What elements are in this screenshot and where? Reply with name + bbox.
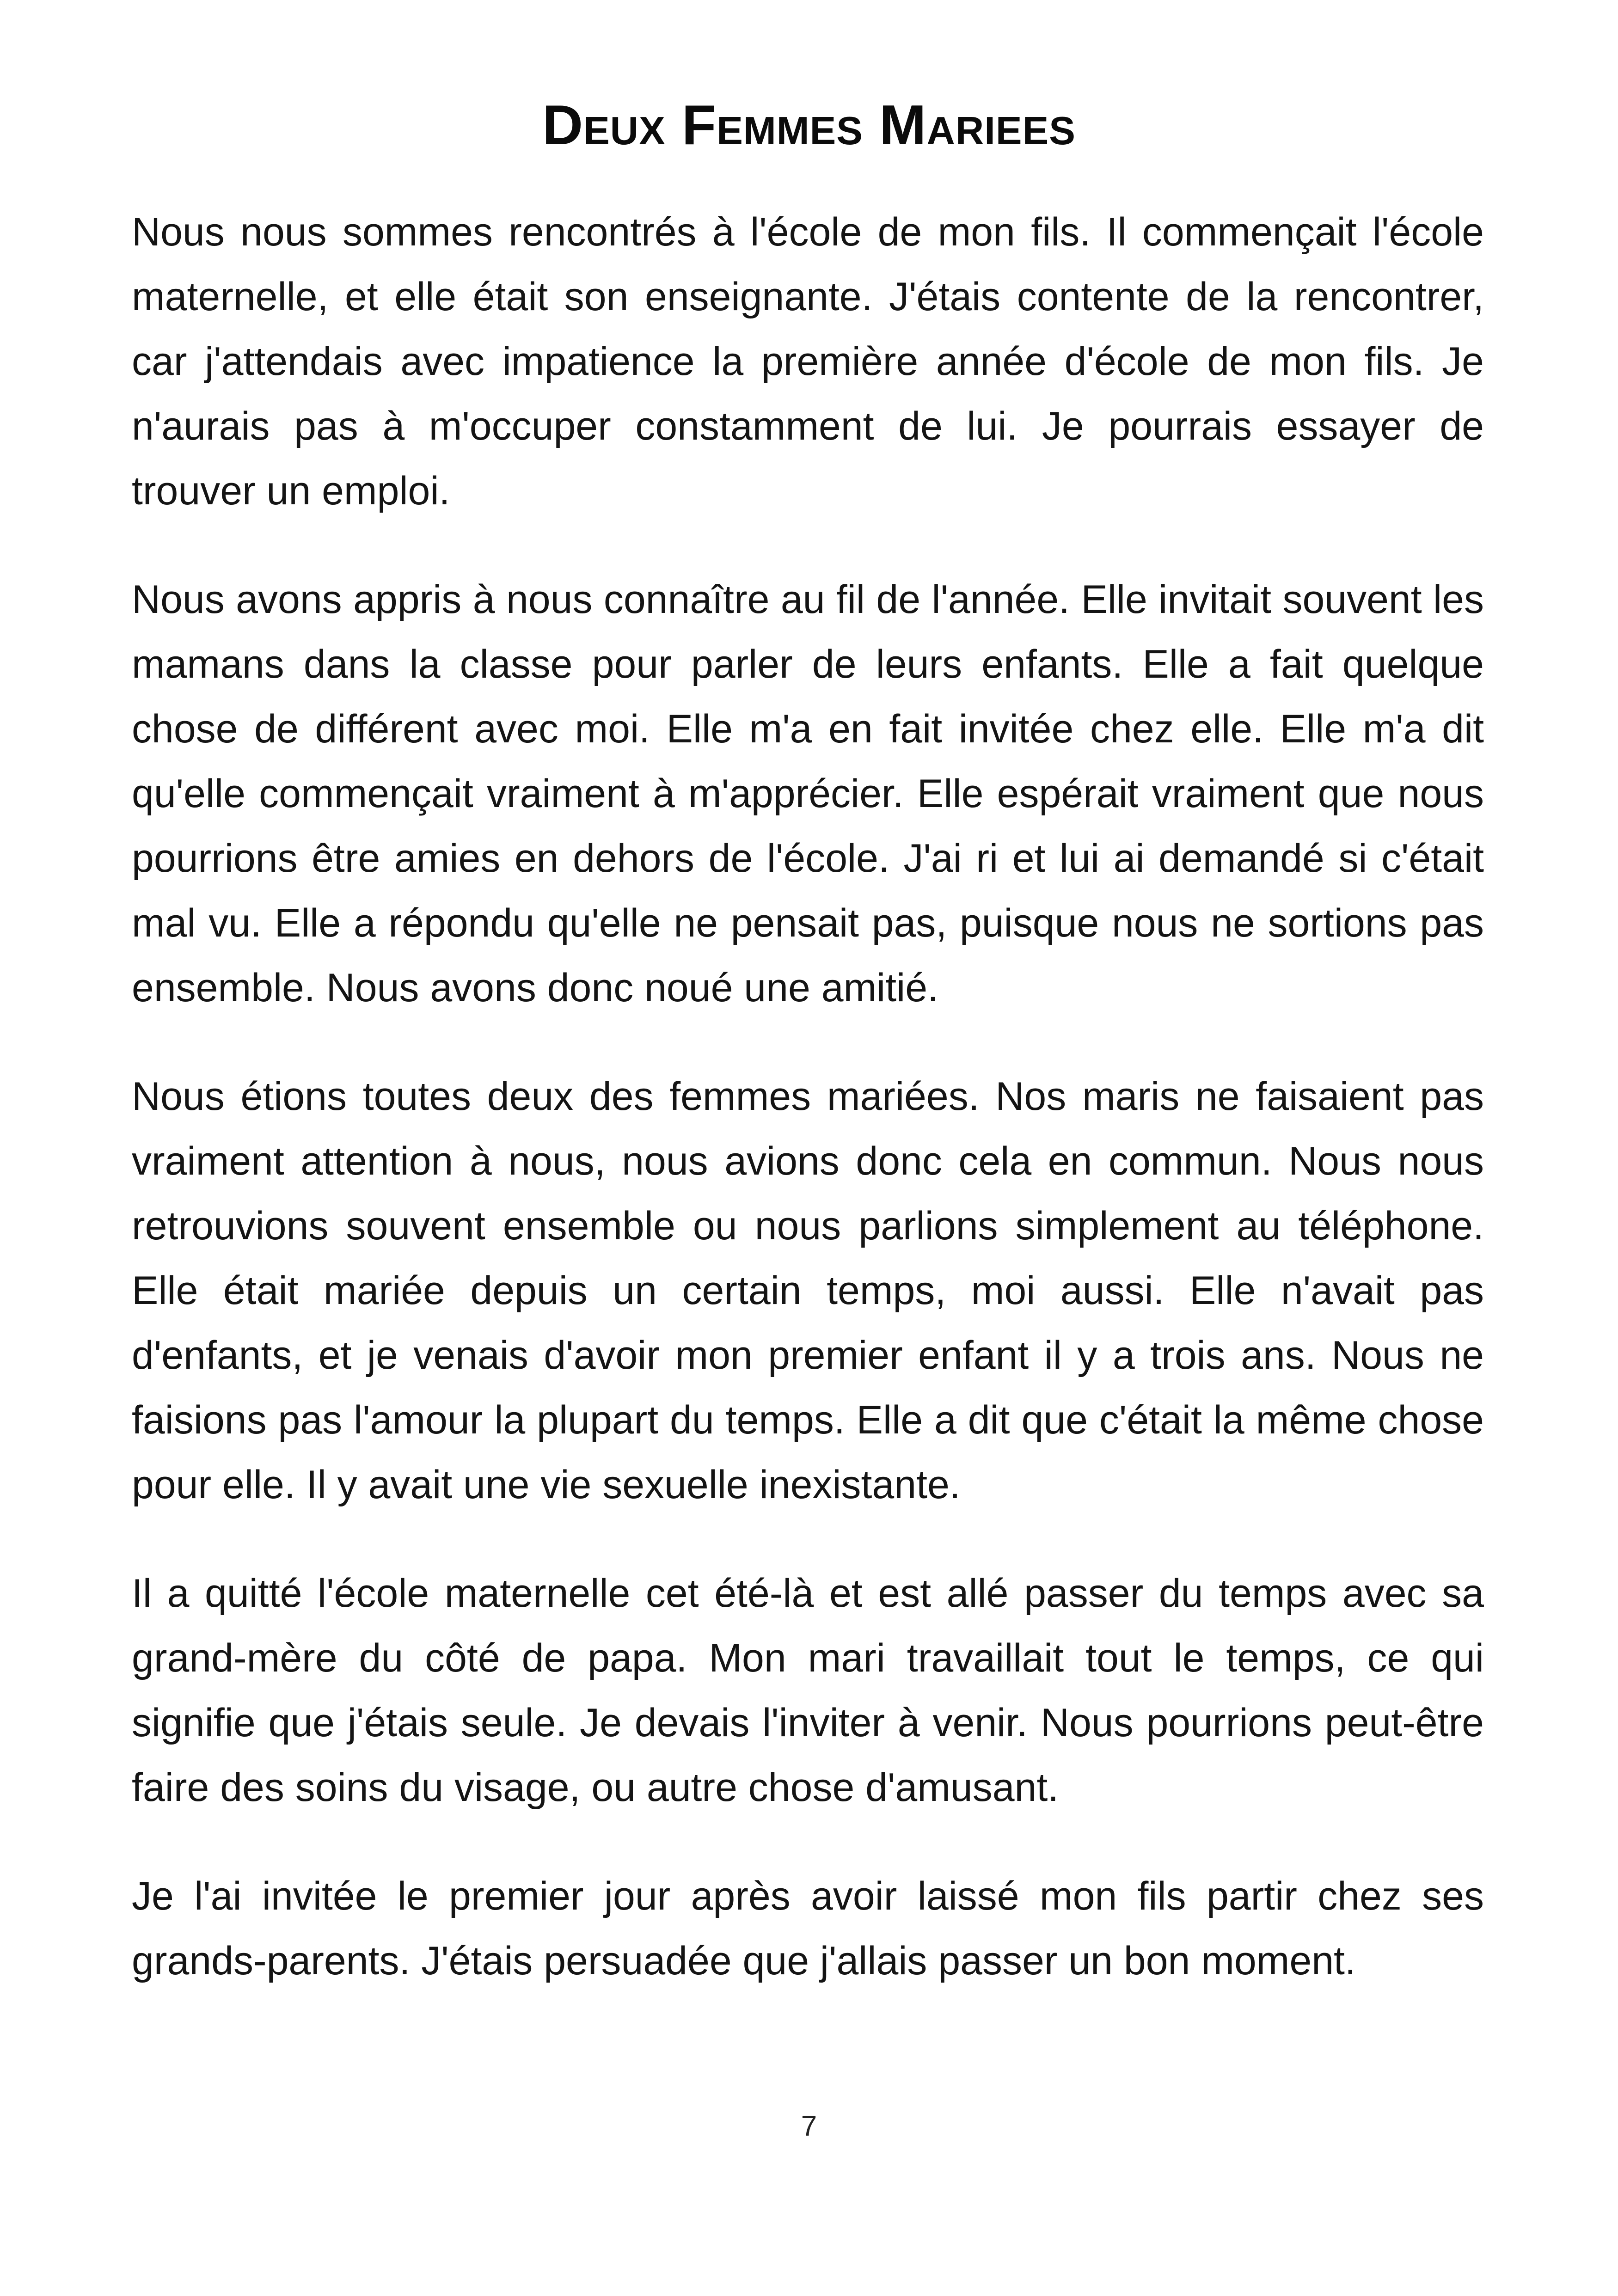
- paragraph: Il a quitté l'école maternelle cet été-là et est allé passer du temps avec sa grand-mère du côté de papa. Mon mari travaillait tout le temps, ce qui signifie que j'étais seule. Je devais l'inviter à venir. Nous pourrions peut-être faire des soins du visage, ou autre chose d'amusant.: [132, 1571, 1484, 1810]
- page-number: 7: [801, 2110, 817, 2142]
- paragraph: Nous avons appris à nous connaître au fil de l'année. Elle invitait souvent les mamans dans la classe pour parler de leurs enfants. Elle a fait quelque chose de différent avec moi. Elle m'a en fait invitée chez elle. Elle m'a dit qu'elle commençait vraiment à m'apprécier. Elle espérait vraiment que nous pourrions être amies en dehors de l'école. J'ai ri et lui ai demandé si c'était mal vu. Elle a répondu qu'elle ne pensait pas, puisque nous ne sortions pas ensemble. Nous avons donc noué une amitié.: [132, 577, 1484, 1010]
- page-title: Deux Femmes Mariees: [542, 93, 1076, 156]
- paragraph: Nous nous sommes rencontrés à l'école de mon fils. Il commençait l'école maternelle, et elle était son enseignante. J'étais contente de la rencontrer, car j'attendais avec impatience la première année d'école de mon fils. Je n'aurais pas à m'occuper constamment de lui. Je pourrais essayer de trouver un emploi.: [132, 210, 1484, 513]
- paragraph: Je l'ai invitée le premier jour après avoir laissé mon fils partir chez ses grands-parents. J'étais persuadée que j'allais passer un bon moment.: [132, 1874, 1484, 1983]
- body-text: [132, 200, 1484, 2037]
- paragraph: Nous étions toutes deux des femmes mariées. Nos maris ne faisaient pas vraiment attention à nous, nous avions donc cela en commun. Nous nous retrouvions souvent ensemble ou nous parlions simplement au téléphone. Elle était mariée depuis un certain temps, moi aussi. Elle n'avait pas d'enfants, et je venais d'avoir mon premier enfant il y a trois ans. Nous ne faisions pas l'amour la plupart du temps. Elle a dit que c'était la même chose pour elle. Il y avait une vie sexuelle inexistante.: [132, 1074, 1484, 1507]
